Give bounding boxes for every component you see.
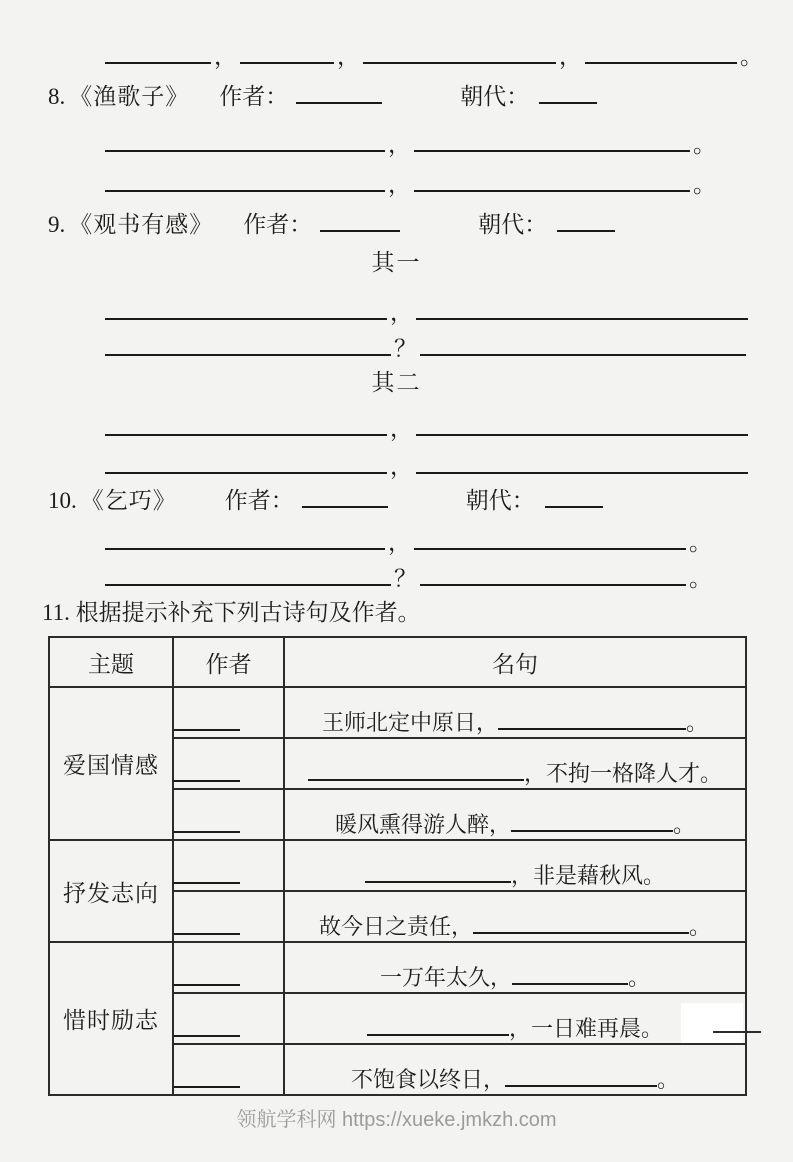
blank-line: [585, 40, 737, 64]
underline-remnant: [713, 1031, 761, 1033]
header-verse: 名句: [284, 637, 746, 687]
verse-blank: [511, 810, 673, 832]
verse-pre: 故今日之责任，: [318, 914, 473, 939]
poem-title: 《渔歌子》: [69, 84, 190, 109]
author-blank: [174, 911, 240, 935]
dynasty-blank: [557, 208, 615, 232]
item-number: 10.: [48, 488, 77, 513]
author-cell: [173, 840, 284, 891]
separator: ？: [394, 336, 417, 361]
worksheet-page: [0, 40, 793, 1096]
verse-blank: [512, 963, 628, 985]
erased-watermark-patch: [681, 1003, 743, 1043]
poetry-table-wrap: [48, 636, 745, 1096]
verse-cell: [284, 942, 746, 993]
author-blank: [174, 860, 240, 884]
separator: ，: [337, 44, 360, 69]
verse-post: ，非是藉秋风。: [510, 863, 665, 888]
blank-line: [416, 296, 748, 320]
end-punctuation: 。: [693, 132, 716, 157]
end-punctuation: 。: [740, 44, 763, 69]
verse-post: ，不拘一格降人才。: [523, 761, 722, 786]
author-cell: [173, 993, 284, 1044]
item-number: 9.: [48, 212, 66, 237]
separator: ，: [388, 530, 411, 555]
separator: ，: [559, 44, 582, 69]
verse-cell: [284, 993, 746, 1044]
verse-post: 。: [657, 1067, 680, 1092]
q8-heading: [48, 80, 745, 112]
blank-line: [420, 562, 686, 586]
theme-cell: 爱国情感: [49, 687, 173, 840]
dynasty-label: 朝代：: [478, 212, 548, 237]
verse-blank: [505, 1065, 657, 1087]
theme-cell: 惜时励志: [49, 942, 173, 1095]
blank-line: [414, 128, 690, 152]
author-blank: [174, 707, 240, 731]
blank-line: [414, 168, 690, 192]
separator: ，: [388, 132, 411, 157]
header-theme: 主题: [49, 637, 173, 687]
blank-line: [105, 526, 385, 550]
q9-part1-label: 其一: [371, 250, 422, 275]
author-cell: [173, 789, 284, 840]
item-number: 11.: [42, 600, 70, 625]
verse-blank: [308, 759, 524, 781]
site-watermark: 领航学科网 https://xueke.jmkzh.com: [236, 1109, 557, 1131]
verse-cell: [284, 840, 746, 891]
header-author: 作者: [173, 637, 284, 687]
author-blank: [174, 1064, 240, 1088]
verse-pre: 暖风熏得游人醉，: [334, 812, 511, 837]
verse-post: 。: [689, 914, 712, 939]
verse-pre: 王师北定中原日，: [321, 710, 498, 735]
author-cell: [173, 891, 284, 942]
theme-cell: 抒发志向: [49, 840, 173, 942]
author-cell: [173, 942, 284, 993]
verse-blank: [498, 708, 686, 730]
blank-line: [105, 450, 387, 474]
dynasty-label: 朝代：: [465, 488, 535, 513]
q8-line-2: [105, 168, 745, 200]
q9-part1-line-1: [105, 296, 745, 328]
verse-pre: 不饱食以终日，: [350, 1067, 505, 1092]
poem-title: 《乞巧》: [80, 488, 177, 513]
author-blank: [320, 208, 400, 232]
verse-post: ，一日难再晨。: [508, 1016, 663, 1041]
blank-line: [105, 412, 387, 436]
table-row: [49, 840, 746, 891]
separator: ，: [390, 454, 413, 479]
author-label: 作者：: [243, 212, 313, 237]
verse-post: 。: [673, 812, 696, 837]
blank-line: [105, 296, 387, 320]
q9-heading: [48, 208, 745, 240]
author-label: 作者：: [219, 84, 289, 109]
item-number: 8.: [48, 84, 66, 109]
blank-line: [105, 40, 211, 64]
q11-heading: [42, 598, 745, 630]
author-blank: [174, 809, 240, 833]
q10-line-1: [105, 526, 745, 558]
author-blank: [302, 484, 388, 508]
blank-line: [105, 332, 391, 356]
table-row: [49, 942, 746, 993]
author-blank: [174, 758, 240, 782]
end-punctuation: 。: [689, 530, 712, 555]
author-cell: [173, 738, 284, 789]
blank-line: [105, 562, 391, 586]
author-blank: [174, 1013, 240, 1037]
verse-blank: [473, 912, 689, 934]
verse-cell: [284, 1044, 746, 1095]
verse-post: 。: [686, 710, 709, 735]
dynasty-blank: [545, 484, 603, 508]
blank-line: [416, 450, 748, 474]
blank-line: [416, 412, 748, 436]
poem-title: 《观书有感》: [69, 212, 214, 237]
q9-part2-line-1: [105, 412, 745, 444]
verse-blank: [365, 861, 511, 883]
q8-line-1: [105, 128, 745, 160]
q9-part2-line-2: [105, 450, 745, 482]
blank-line: [363, 40, 556, 64]
verse-cell: [284, 789, 746, 840]
verse-blank: [367, 1014, 509, 1036]
continuation-line: [105, 40, 763, 72]
verse-post: 。: [628, 965, 651, 990]
blank-line: [105, 128, 385, 152]
author-blank: [296, 80, 382, 104]
blank-line: [414, 526, 686, 550]
separator: ，: [390, 300, 413, 325]
verse-cell: [284, 738, 746, 789]
dynasty-blank: [539, 80, 597, 104]
author-cell: [173, 1044, 284, 1095]
q10-heading: [48, 484, 745, 516]
separator: ？: [394, 566, 417, 591]
end-punctuation: 。: [693, 172, 716, 197]
separator: ，: [214, 44, 237, 69]
verse-cell: [284, 891, 746, 942]
q10-line-2: [105, 562, 745, 594]
table-header-row: [49, 637, 746, 687]
dynasty-label: 朝代：: [460, 84, 530, 109]
table-row: [49, 687, 746, 738]
verse-cell: [284, 687, 746, 738]
verse-pre: 一万年太久，: [379, 965, 512, 990]
separator: ，: [390, 416, 413, 441]
q9-part1-line-2: [105, 332, 745, 364]
q9-part2-label: 其二: [371, 370, 422, 395]
end-punctuation: 。: [689, 566, 712, 591]
separator: ，: [388, 172, 411, 197]
author-blank: [174, 962, 240, 986]
author-label: 作者：: [224, 488, 294, 513]
q11-prompt: 根据提示补充下列古诗句及作者。: [75, 600, 421, 625]
blank-line: [105, 168, 385, 192]
author-cell: [173, 687, 284, 738]
blank-line: [420, 332, 746, 356]
blank-line: [240, 40, 334, 64]
poetry-table: [48, 636, 747, 1096]
